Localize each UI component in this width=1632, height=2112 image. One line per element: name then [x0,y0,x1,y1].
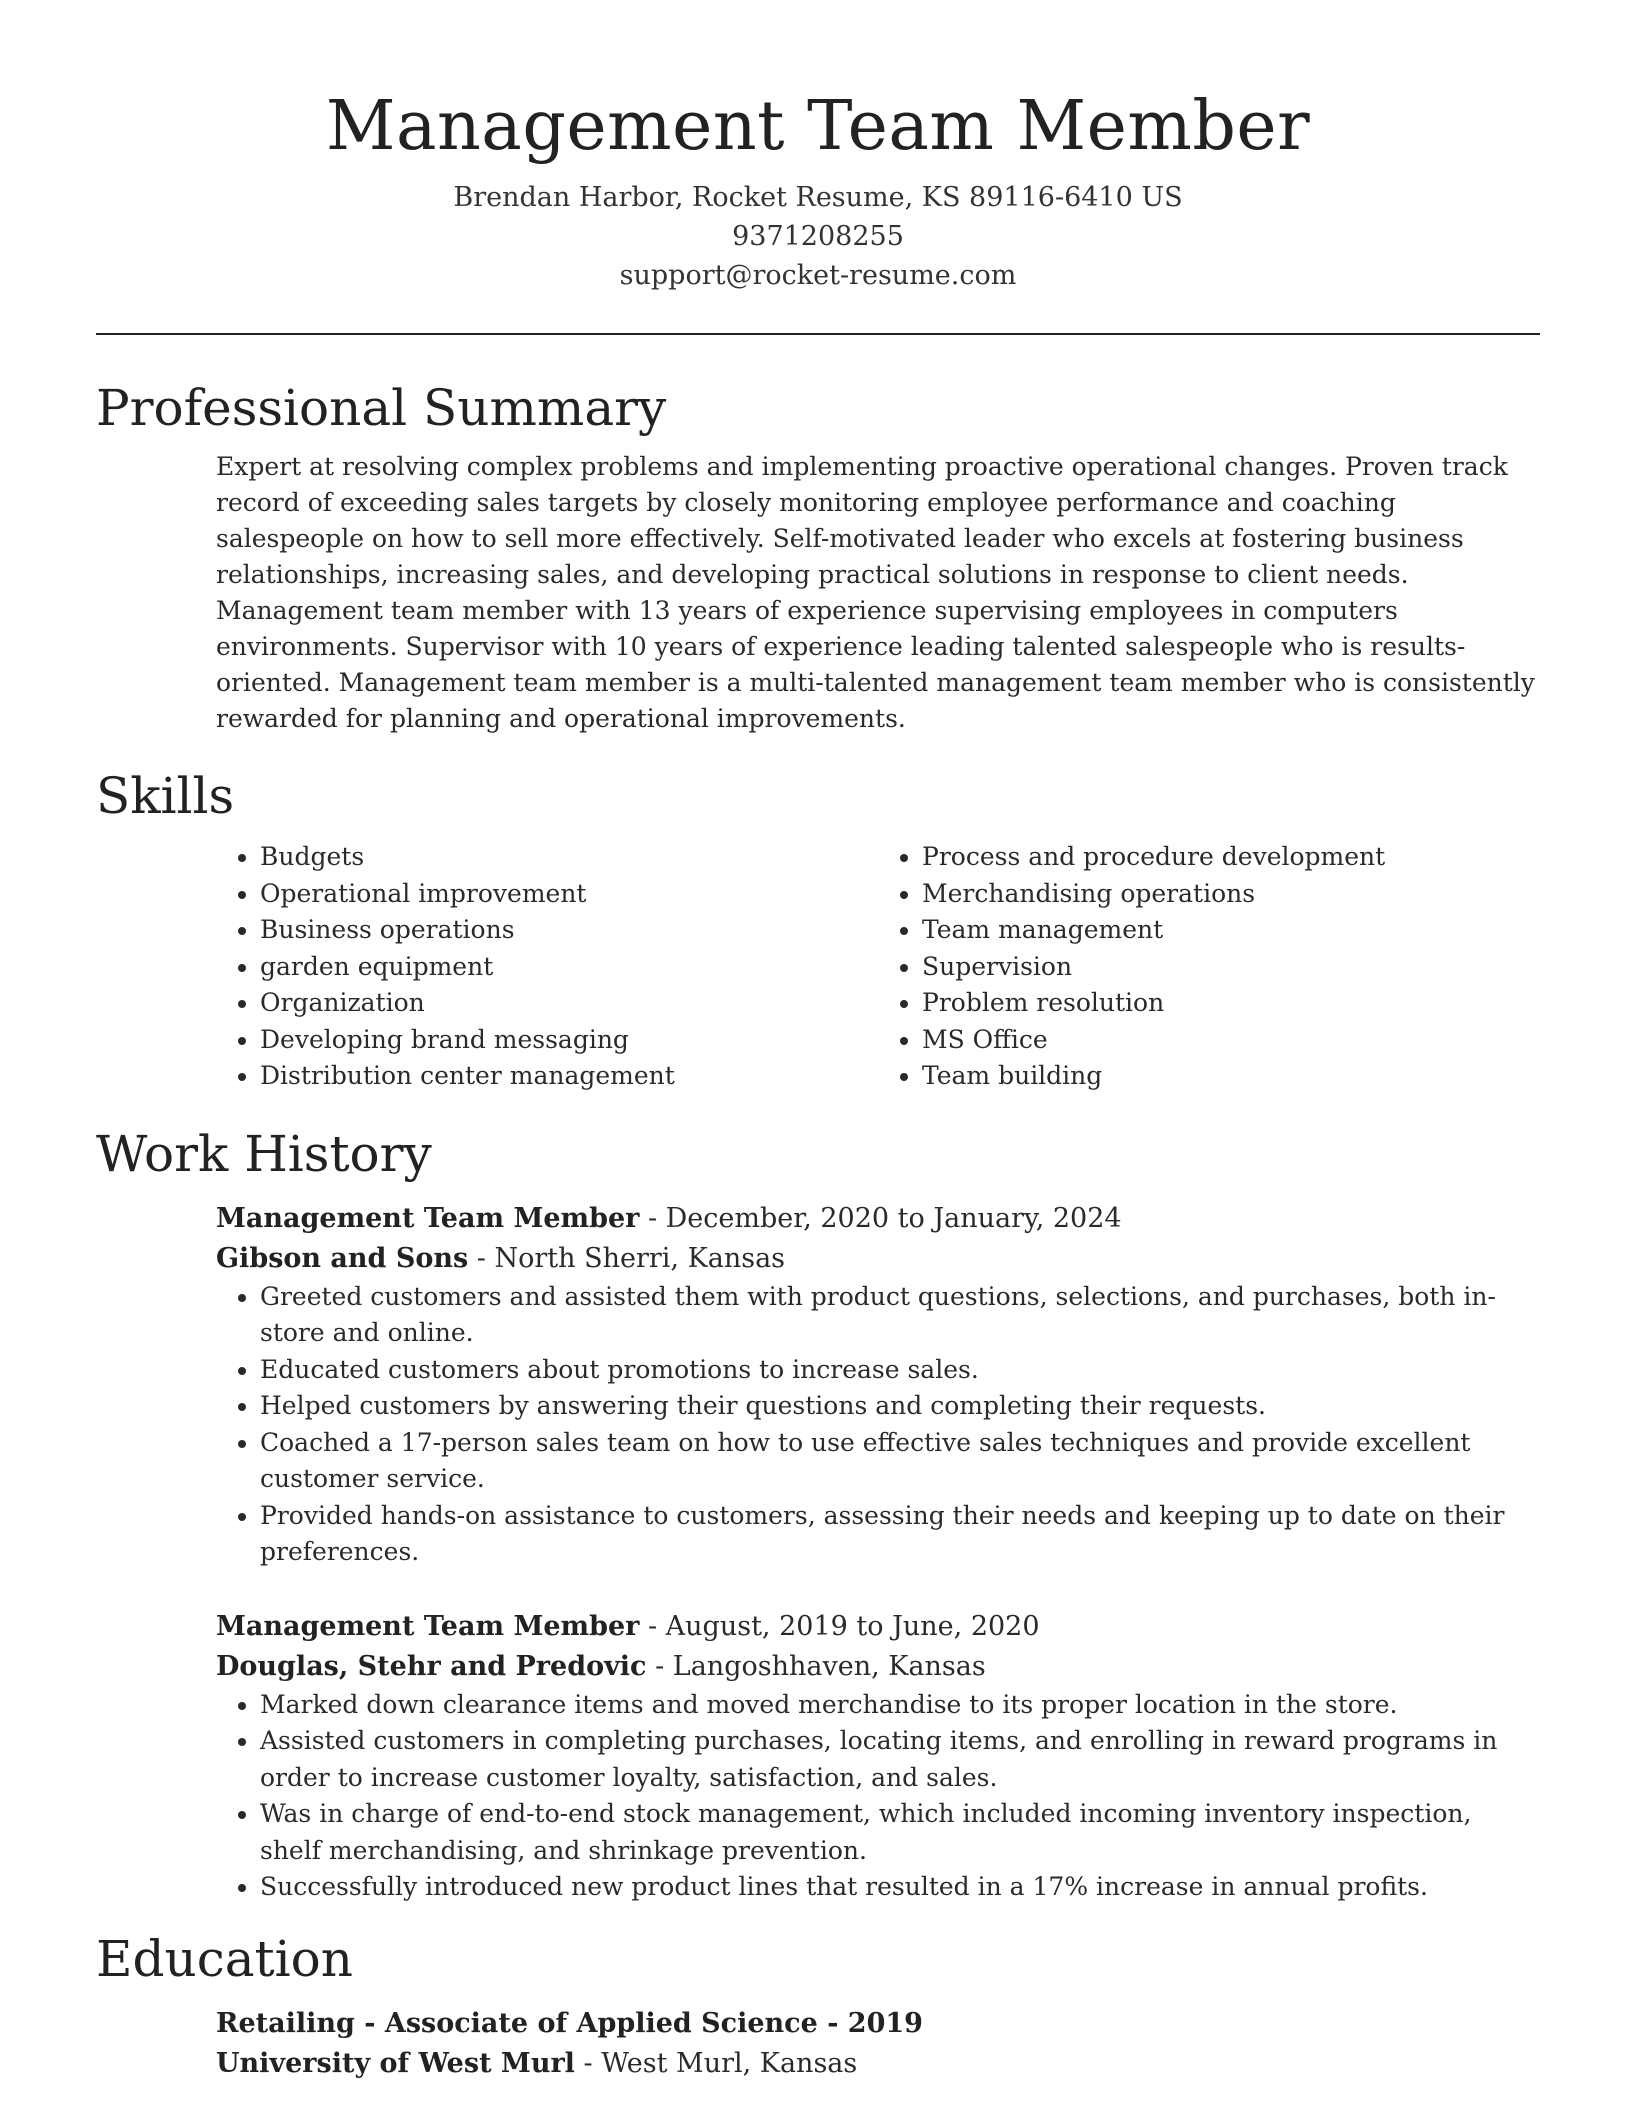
skill-item: • Problem resolution [922,985,1540,1022]
skill-item: • Process and procedure development [922,839,1540,876]
job-location: - Langoshhaven, Kansas [646,1650,986,1682]
job-duty: • Helped customers by answering their questions and completing their requests. [260,1388,1540,1425]
job-company: Gibson and Sons [216,1242,469,1274]
school-name: University of West Murl [216,2047,575,2079]
job-duty: • Educated customers about promotions to increase sales. [260,1352,1540,1389]
work-history-title: Work History [96,1124,432,1183]
address-text: Brendan Harbor, Rocket Resume, KS 89116-6410 US [453,182,1183,213]
job-duty: • Provided hands-on assistance to customers, assessing their needs and keeping up to date on their preferences. [260,1498,1540,1571]
skill-item: • Team building [922,1058,1540,1095]
skill-item: • Supervision [922,949,1540,986]
summary-section [96,377,1540,737]
job-role: Management Team Member [216,1202,640,1234]
school-line [216,2044,1540,2084]
job-duty: • Greeted customers and assisted them with product questions, selections, and purchases, both in-store and online. [260,1279,1540,1352]
job-duty: • Marked down clearance items and moved merchandise to its proper location in the store. [260,1687,1540,1724]
skill-item: • garden equipment [260,949,878,986]
school-location: - West Murl, Kansas [574,2047,858,2079]
job-company-line [216,1239,1540,1279]
email-text: support@rocket-resume.com [619,260,1017,291]
job-role: Management Team Member [216,1610,640,1642]
degree-line: Retailing - Associate of Applied Science - 2019 [216,2007,923,2039]
job-duties-list [216,1279,1540,1571]
skill-item: • Operational improvement [260,876,878,913]
job-title-line [216,1199,1540,1239]
job-dates: - December, 2020 to January, 2024 [639,1202,1122,1234]
education-title: Education [96,1929,353,1988]
resume-header [96,0,1540,295]
summary-text: Expert at resolving complex problems and implementing proactive operational changes. Proven track record of exceeding sales targets by closely monitoring employee performance and coaching salespeople on how to sell more effectively. Self-motivated leader who excels at fostering business relationships, increasing sales, and developing practical solutions in response to client needs. Management team member with 13 years of experience supervising employees in computers environments. Supervisor with 10 years of experience leading talented salespeople who is results-oriented. Management team member is a multi-talented management team member who is consistently rewarded for planning and operational improvements. [216,452,1535,733]
skills-list-left [216,839,878,1095]
job-location: - North Sherri, Kansas [468,1242,786,1274]
job-duties-list [216,1687,1540,1906]
header-divider [96,333,1540,335]
contact-info [96,178,1540,295]
education-section [96,1928,1540,2084]
job-duty: • Coached a 17-person sales team on how to use effective sales techniques and provide excellent customer service. [260,1425,1540,1498]
skill-item: • Budgets [260,839,878,876]
skills-grid [216,839,1540,1095]
resume-page [96,0,1540,2084]
job-duty: • Assisted customers in completing purchases, locating items, and enrolling in reward programs in order to increase customer loyalty, satisfaction, and sales. [260,1723,1540,1796]
job-company-line [216,1647,1540,1687]
summary-title: Professional Summary [96,379,667,437]
skill-item: • Developing brand messaging [260,1022,878,1059]
skill-item: • Distribution center management [260,1058,878,1095]
job-company: Douglas, Stehr and Predovic [216,1650,647,1682]
education-entry [216,2004,1540,2084]
phone-text: 9371208255 [732,221,904,252]
candidate-name: Management Team Member [325,87,1311,166]
skill-item: • Organization [260,985,878,1022]
job-title-line [216,1607,1540,1647]
skill-item: • Merchandising operations [922,876,1540,913]
skill-item: • MS Office [922,1022,1540,1059]
work-history-section [96,1123,1540,1906]
job-entry [216,1607,1540,1906]
job-dates: - August, 2019 to June, 2020 [639,1610,1040,1642]
job-duty: • Successfully introduced new product lines that resulted in a 17% increase in annual profits. [260,1869,1540,1906]
skills-section [96,765,1540,1095]
skill-item: • Team management [922,912,1540,949]
job-entry [216,1199,1540,1571]
job-duty: • Was in charge of end-to-end stock management, which included incoming inventory inspection, shelf merchandising, and shrinkage prevention. [260,1796,1540,1869]
skills-list-right [878,839,1540,1095]
skill-item: • Business operations [260,912,878,949]
skills-title: Skills [96,767,235,825]
